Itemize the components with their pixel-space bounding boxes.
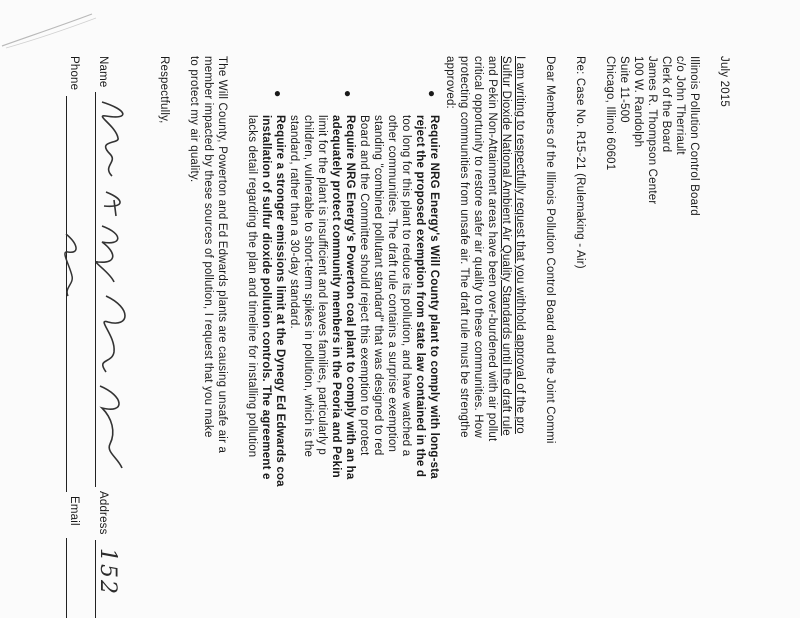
letter-date: July 2015 [718,56,730,108]
bullet-line: Board and the Committee should reject this exemption to protect [358,115,370,456]
bullet-line: standard, rather than a 30-day standard. [288,115,300,329]
bullet-line: too long for this plant to reduce its pollution, and have watched a [400,115,412,457]
intro-line: and Pekin Non-Attainment areas have been over-burdened with air pollut [486,56,498,442]
handwritten-signature [88,96,136,476]
address-line: 100 W. Randolph [632,56,644,148]
signoff: Respectfully, [158,56,170,124]
address-line: James R. Thompson Center [646,56,658,205]
intro-line: critical opportunity to restore safer air quality to these communities. How [472,56,484,438]
closing-line: member impacted by these sources of pollution, I request that you make [202,56,214,438]
bullet-line: Require NRG Energy's Powerton coal plant to comply with an ha [344,115,356,480]
intro-line: approved: [444,56,456,109]
address-label: Address [97,491,109,535]
bullet-line: other communities. The draft rule contains a surprise exemption [386,115,398,453]
email-label: Email [68,496,80,526]
name-label: Name [97,56,109,88]
case-reference: Re: Case No. R15-21 (Rulemaking - Air) [574,56,586,269]
handwritten-mark [58,230,84,300]
bullet-line: lacks detail regarding the plan and timeline for installing pollution [246,115,258,458]
address-line: Chicago, Illinoi 60601 [604,56,616,171]
bullet-line: Require NRG Energy's Will County plant to comply with long-sta [428,115,440,479]
intro-line: I am writing to respectfully request that you withhold approval of the pro [514,56,526,434]
email-field-line [66,538,67,618]
bullet-dot-icon: ● [341,90,355,98]
address-handwritten-value: 152 [95,548,120,596]
bullet-dot-icon: ● [271,90,285,98]
closing-line: The Will County, Powerton and Ed Edwards plants are causing unsafe air a [216,56,228,454]
bullet-line: reject the proposed exemption from state law contained in the d [414,115,426,478]
bullet-line: Require a stronger emissions limit at the Dynegy Ed Edwards coa [274,115,286,487]
address-line: Suite 11-500 [618,56,630,123]
bullet-dot-icon: ● [425,90,439,98]
intro-line: Sulfur Dioxide National Ambient Air Quality Standards until the draft rule [500,56,512,436]
salutation: Dear Members of the Illinois Pollution Control Board and the Joint Commi [544,56,556,444]
address-line: Clerk of the Board [660,56,672,153]
closing-line: to protect my air quality. [188,56,200,183]
bullet-line: installation of sulfur dioxide pollution controls. The agreement e [260,115,272,480]
bullet-line: standing "combined pollutant standard" that was designed to red [372,115,384,456]
bullet-line: children, vulnerable to short-term spikes in pollution, which is the [302,115,314,458]
address-line: c/o John Therriault [674,56,686,155]
bullet-line: limit for the plant is insufficient and leaves families, particularly p [316,115,328,455]
bullet-line: adequately protect community members in the Peoria and Pekin [330,115,342,478]
address-line: Illinois Pollution Control Board [688,56,700,216]
phone-label: Phone [68,56,80,91]
intro-line: protecting communities from unsafe air. The draft rule must be strengthe [458,56,470,438]
